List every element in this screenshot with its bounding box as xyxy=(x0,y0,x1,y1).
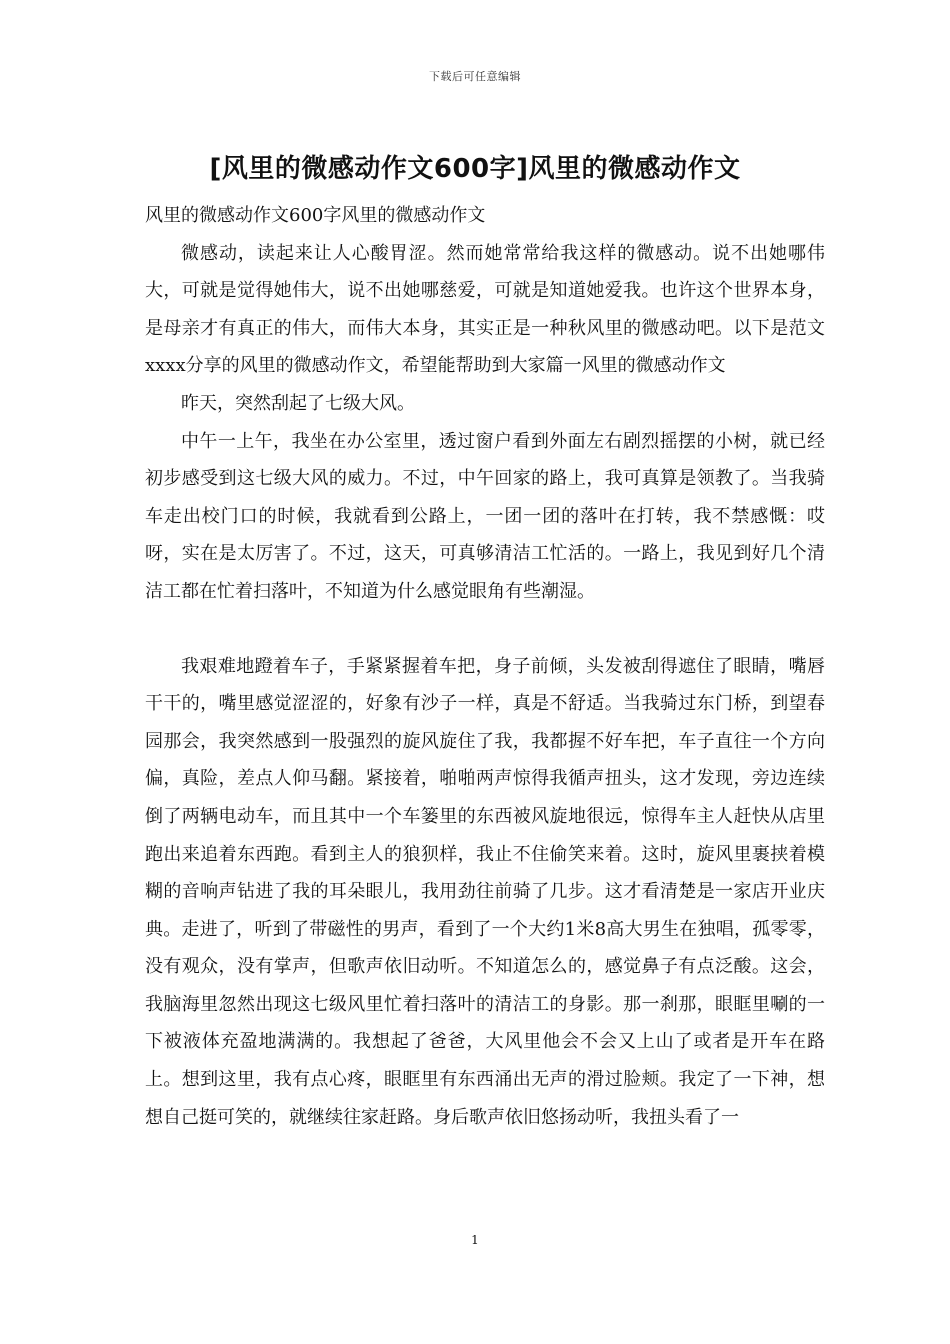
paragraph-wind: 昨天，突然刮起了七级大风。 xyxy=(181,392,415,414)
document-title: [风里的微感动作文600字]风里的微感动作文 xyxy=(209,154,741,184)
document-body xyxy=(145,197,825,1136)
paragraph-ride: 我艰难地蹬着车子，手紧紧握着车把，身子前倾，头发被刮得遮住了眼睛，嘴唇干干的，嘴里感觉涩涩的，好象有沙子一样，真是不舒适。当我骑过东门桥，到望春园那会，我突然感到一股强烈的旋风旋住了我，我都握不好车把，车子直往一个方向偏，真险，差点人仰马翻。紧接着，啪啪两声惊得我循声扭头，这才发现，旁边连续倒了两辆电动车，而且其中一个车篓里的东西被风旋地很远，惊得车主人赶快从店里跑出来追着东西跑。看到主人的狼狈样，我止不住偷笑来着。这时，旋风里裹挟着模糊的音响声钻进了我的耳朵眼儿，我用劲往前骑了几步。这才看清楚是一家店开业庆典。走进了，听到了带磁性的男声，看到了一个大约1米8高大男生在独唱，孤零零，没有观众，没有掌声，但歌声依旧动听。不知道怎么的，感觉鼻子有点泛酸。这会，我脑海里忽然出现这七级风里忙着扫落叶的清洁工的身影。那一刹那，眼眶里唰的一下被液体充盈地满满的。我想起了爸爸，大风里他会不会又上山了或者是开车在路上。想到这里，我有点心疼，眼眶里有东西涌出无声的滑过脸颊。我定了一下神，想想自己挺可笑的，就继续往家赶路。身后歌声依旧悠扬动听，我扭头看了一 xyxy=(145,655,825,1128)
paragraph-intro: 微感动，读起来让人心酸胃涩。然而她常常给我这样的微感动。说不出她哪伟大，可就是觉得她伟大，说不出她哪慈爱，可就是知道她爱我。也许这个世界本身，是母亲才有真正的伟大，而伟大本身，其实正是一种秋风里的微感动吧。以下是范文xxxx分享的风里的微感动作文，希望能帮助到大家篇一风里的微感动作文 xyxy=(145,242,825,377)
document-subtitle: 风里的微感动作文600字风里的微感动作文 xyxy=(145,205,486,226)
page-header-note: 下载后可任意编辑 xyxy=(429,70,521,83)
page-number: 1 xyxy=(471,1233,479,1247)
paragraph-noon: 中午一上午，我坐在办公室里，透过窗户看到外面左右剧烈摇摆的小树，就已经初步感受到这七级大风的威力。不过，中午回家的路上，我可真算是领教了。当我骑车走出校门口的时候，我就看到公路上，一团一团的落叶在打转，我不禁感慨：哎呀，实在是太厉害了。不过，这天，可真够清洁工忙活的。一路上，我见到好几个清洁工都在忙着扫落叶，不知道为什么感觉眼角有些潮湿。 xyxy=(145,430,825,602)
